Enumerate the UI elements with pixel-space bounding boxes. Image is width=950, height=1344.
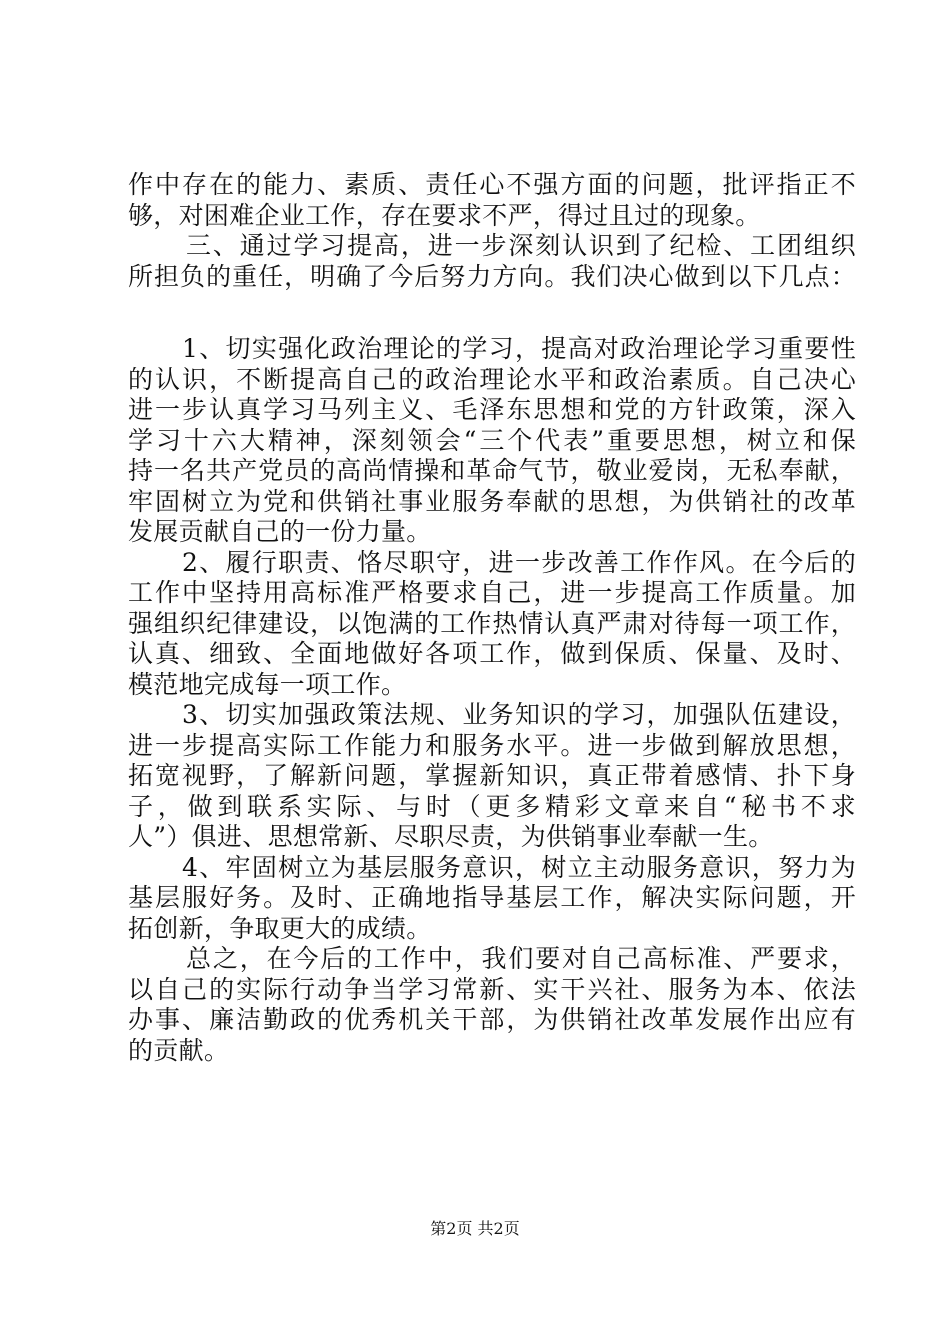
text-line: 的贡献。 (128, 1035, 230, 1065)
text-line: 认真、细致、全面地做好各项工作，做到保质、保量、及时、 (128, 639, 856, 668)
text-line: 基层服好务。及时、正确地指导基层工作，解决实际问题，开 (128, 883, 856, 912)
text-line: 学习十六大精神，深刻领会“三个代表”重要思想，树立和保 (128, 425, 856, 455)
text-line: 办事、廉洁勤政的优秀机关干部，为供销社改革发展作出应有 (128, 1005, 856, 1034)
text-line: 子，做到联系实际、与时（更多精彩文章来自“秘书不求 (128, 791, 856, 821)
text-line: 1、切实强化政治理论的学习，提高对政治理论学习重要性 (182, 334, 856, 363)
text-line: 以自己的实际行动争当学习常新、实干兴社、服务为本、依法 (128, 974, 856, 1004)
paragraph-item-1 (128, 334, 856, 548)
page-number-footer: 第2页 共2页 (430, 1219, 520, 1238)
text-line: 模范地完成每一项工作。 (128, 669, 407, 699)
text-line: 进一步认真学习马列主义、毛泽东思想和党的方针政策，深入 (128, 395, 856, 424)
paragraph-item-2 (128, 548, 856, 701)
text-line: 拓宽视野，了解新问题，掌握新知识，真正带着感情、扑下身 (128, 761, 856, 790)
text-line: 3、切实加强政策法规、业务知识的学习，加强队伍建设， (182, 700, 856, 729)
text-line: 三、通过学习提高，进一步深刻认识到了纪检、工团组织 (186, 231, 856, 260)
text-line: 所担负的重任，明确了今后努力方向。我们决心做到以下几点： (128, 261, 856, 291)
text-line: 持一名共产党员的高尚情操和革命气节，敬业爱岗，无私奉献， (128, 456, 856, 485)
paragraph-item-3 (128, 700, 856, 853)
paragraph-item-4 (128, 853, 856, 945)
text-line: 2、履行职责、恪尽职守，进一步改善工作作风。在今后的 (182, 547, 856, 577)
text-line: 拓创新，争取更大的成绩。 (128, 913, 432, 943)
text-line: 发展贡献自己的一份力量。 (128, 517, 432, 546)
paragraph-conclusion (128, 944, 856, 1066)
text-line: 作中存在的能力、素质、责任心不强方面的问题，批评指正不 (128, 170, 856, 199)
text-line: 的认识，不断提高自己的政治理论水平和政治素质。自己决心 (128, 364, 856, 394)
text-line: 够，对困难企业工作，存在要求不严，得过且过的现象。 (128, 200, 761, 230)
text-line: 人”）俱进、思想常新、尽职尽责，为供销事业奉献一生。 (128, 822, 774, 851)
paragraph-section-three (128, 231, 856, 292)
text-line: 强组织纪律建设，以饱满的工作热情认真严肃对待每一项工作， (128, 608, 856, 638)
document-body (128, 170, 856, 1066)
text-line: 进一步提高实际工作能力和服务水平。进一步做到解放思想， (128, 730, 856, 760)
text-line: 牢固树立为党和供销社事业服务奉献的思想，为供销社的改革 (128, 486, 856, 516)
text-line: 4、牢固树立为基层服务意识，树立主动服务意识，努力为 (182, 852, 856, 882)
text-line: 总之，在今后的工作中，我们要对自己高标准、严要求， (186, 944, 856, 973)
paragraph-gap (128, 292, 856, 334)
paragraph-continuation (128, 170, 856, 231)
text-line: 工作中坚持用高标准严格要求自己，进一步提高工作质量。加 (128, 578, 856, 607)
